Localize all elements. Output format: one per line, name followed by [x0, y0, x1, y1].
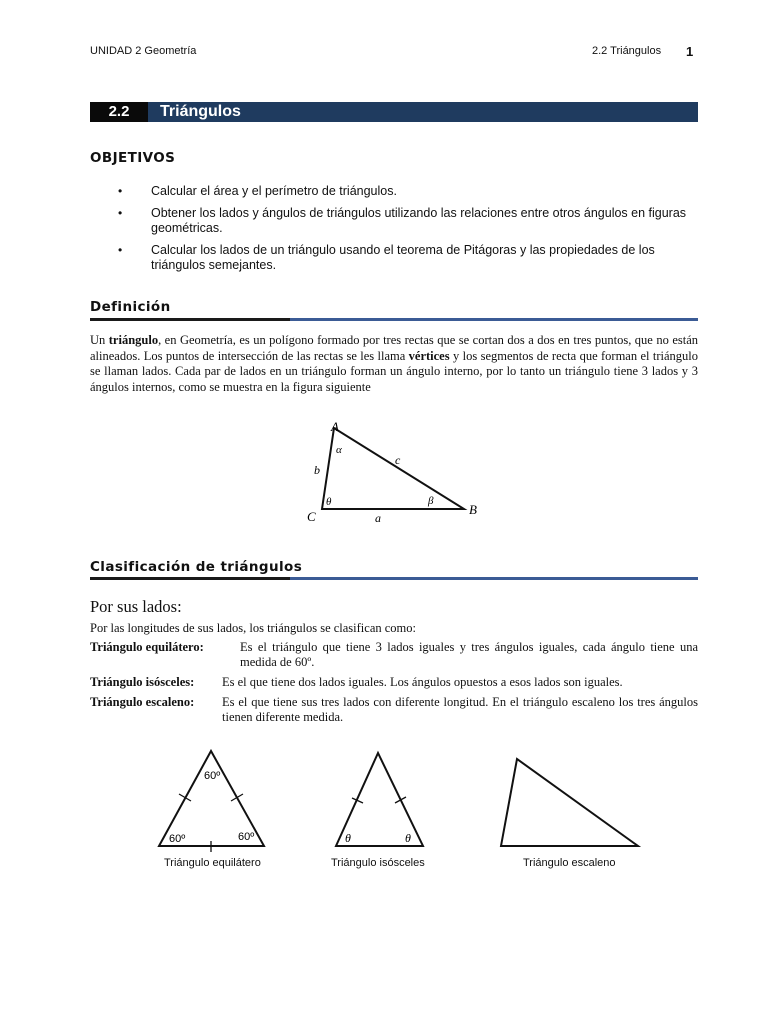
definition-paragraph — [90, 333, 698, 395]
vertex-b-label: B — [469, 502, 477, 517]
objective-text: Calcular el área y el perímetro de triángulos. — [151, 184, 397, 198]
side-b-label: b — [314, 463, 320, 477]
page-number: 1 — [686, 44, 694, 59]
angle-beta-label: β — [428, 495, 434, 507]
bullet-icon: • — [118, 243, 123, 257]
definition-text: , en Geometría, es un polígono formado por tres rectas que se cortan dos a dos en tres puntos, que no están alineados. Los puntos de intersección de las rectas se les llama — [90, 333, 699, 363]
type-term: Triángulo equilátero: — [90, 640, 204, 654]
by-sides-intro: Por las longitudes de sus lados, los triángulos se clasifican como: — [90, 621, 416, 635]
scalene-triangle — [501, 759, 638, 846]
angle-alpha-label: α — [336, 444, 342, 456]
angle-label: 60º — [204, 770, 221, 782]
section-title-bar — [90, 102, 698, 122]
definition-divider — [90, 318, 698, 321]
caption-scalene: Triángulo escaleno — [523, 857, 616, 869]
objective-text: Calcular los lados de un triángulo usando el teorema de Pitágoras y las propiedades de los triángulos semejantes. — [151, 243, 655, 272]
by-sides-heading: Por sus lados: — [90, 597, 182, 616]
section-number: 2.2 — [90, 102, 148, 122]
objective-text: Obtener los lados y ángulos de triángulos utilizando las relaciones entre otros ángulos en figuras geométricas. — [151, 206, 687, 235]
objectives-heading: OBJETIVOS — [90, 150, 176, 166]
vertex-a-label: A — [331, 419, 339, 434]
type-term: Triángulo escaleno: — [90, 695, 195, 709]
type-term: Triángulo isósceles: — [90, 675, 195, 689]
side-a-label: a — [375, 511, 381, 525]
triangle-shape — [322, 428, 464, 509]
term-vertices: vértices — [408, 348, 450, 363]
classification-divider — [90, 577, 698, 580]
triangle-types-figure — [150, 745, 650, 875]
term-triangulo: triángulo — [108, 333, 159, 347]
tick-mark — [231, 794, 243, 801]
angle-label: 60º — [169, 833, 186, 845]
angle-theta-label: θ — [345, 831, 351, 845]
bullet-icon: • — [118, 206, 123, 220]
type-description: Es el que tiene sus tres lados con diferente longitud. En el triángulo escaleno los tres ángulos tienen diferente medida. — [222, 695, 698, 724]
bullet-icon: • — [118, 184, 123, 198]
angle-label: 60º — [238, 831, 255, 843]
caption-isosceles: Triángulo isósceles — [331, 857, 425, 869]
vertex-c-label: C — [307, 509, 316, 524]
angle-theta-label: θ — [405, 831, 411, 845]
side-c-label: c — [395, 453, 401, 467]
header-unit: UNIDAD 2 Geometría — [90, 45, 197, 57]
angle-theta-label: θ — [326, 496, 332, 508]
definition-text: Un — [90, 333, 109, 347]
classification-heading: Clasificación de triángulos — [90, 559, 303, 575]
equilateral-triangle — [159, 751, 264, 852]
definition-heading: Definición — [90, 299, 171, 315]
header-section: 2.2 Triángulos — [592, 45, 662, 57]
type-description: Es el que tiene dos lados iguales. Los ángulos opuestos a esos lados son iguales. — [222, 675, 623, 689]
type-description: Es el triángulo que tiene 3 lados iguales y tres ángulos iguales, cada ángulo tiene una medida de 60º. — [240, 640, 698, 669]
triangle-diagram — [300, 418, 490, 530]
caption-equilateral: Triángulo equilátero — [164, 857, 261, 869]
section-title: Triángulos — [160, 103, 241, 120]
isosceles-triangle — [336, 753, 423, 846]
definition-text: y los segmentos de recta que forman el triángulo se llaman lados. Cada par de lados en un triángulo forman un ángulo interno, por lo tanto un triángulo tiene 3 lados y 3 ángulos internos, como se muestra en la figura siguiente — [90, 348, 698, 394]
